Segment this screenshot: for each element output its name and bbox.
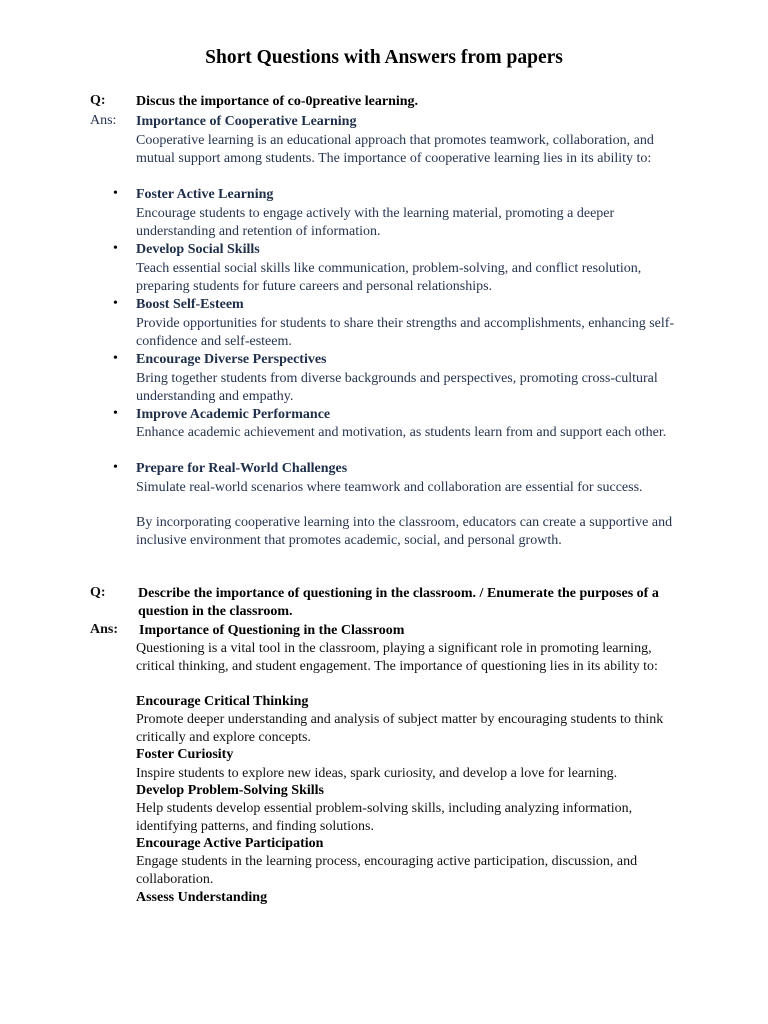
- q1-point-title: Improve Academic Performance: [136, 407, 331, 422]
- q1-point-title: Develop Social Skills: [136, 242, 260, 257]
- q1-label: Q:: [90, 93, 106, 108]
- q2-point-text: Promote deeper understanding and analysis of subject matter by encouraging students to think critically and explore concepts.: [136, 712, 664, 745]
- q2-question: Describe the importance of questioning in the classroom. / Enumerate the purposes of a question in the classroom.: [138, 586, 659, 619]
- q2-point-title: Assess Understanding: [136, 890, 268, 905]
- q1-question: Discus the importance of co-0preative learning.: [136, 94, 419, 109]
- q2-point-text: Help students develop essential problem-solving skills, including analyzing information, identifying patterns, and finding solutions.: [136, 801, 633, 834]
- bullet-icon: •: [113, 351, 118, 366]
- q1-point-title: Foster Active Learning: [136, 187, 274, 202]
- q1-heading: Importance of Cooperative Learning: [136, 114, 357, 129]
- q2-label: Q:: [90, 585, 106, 600]
- q1-point-text: Encourage students to engage actively with the learning material, promoting a deeper understanding and retention of information.: [136, 206, 615, 239]
- q1-point-text: Simulate real-world scenarios where teamwork and collaboration are essential for success.: [136, 480, 643, 495]
- q2-intro: Questioning is a vital tool in the classroom, playing a significant role in promoting learning, critical thinking, and student engagement. The importance of questioning lies in its ability to:: [136, 641, 658, 674]
- q1-point-text: Bring together students from diverse backgrounds and perspectives, promoting cross-cultural understanding and empathy.: [136, 371, 658, 404]
- q1-intro: Cooperative learning is an educational approach that promotes teamwork, collaboration, and mutual support among students. The importance of cooperative learning lies in its ability to:: [136, 133, 654, 166]
- bullet-icon: •: [113, 241, 118, 256]
- page-title: Short Questions with Answers from papers: [205, 47, 563, 68]
- bullet-icon: •: [113, 460, 118, 475]
- bullet-icon: •: [113, 296, 118, 311]
- q1-point-text: Enhance academic achievement and motivation, as students learn from and support each other.: [136, 425, 667, 440]
- q1-conclusion: By incorporating cooperative learning into the classroom, educators can create a supportive and inclusive environment that promotes academic, social, and personal growth.: [136, 515, 673, 548]
- q2-heading: Importance of Questioning in the Classroom: [139, 623, 405, 638]
- q1-point-title: Prepare for Real-World Challenges: [136, 461, 348, 476]
- bullet-icon: •: [113, 186, 118, 201]
- q1-point-title: Encourage Diverse Perspectives: [136, 352, 327, 367]
- q2-point-text: Inspire students to explore new ideas, spark curiosity, and develop a love for learning.: [136, 766, 618, 781]
- bullet-icon: •: [113, 406, 118, 421]
- q1-ans-label: Ans:: [90, 113, 117, 128]
- q1-point-text: Teach essential social skills like communication, problem-solving, and conflict resolution, preparing students for future careers and personal relationships.: [136, 261, 642, 294]
- q1-point-text: Provide opportunities for students to share their strengths and accomplishments, enhancing self-confidence and self-esteem.: [136, 316, 675, 349]
- q2-point-title: Encourage Active Participation: [136, 836, 324, 851]
- q2-point-title: Develop Problem-Solving Skills: [136, 783, 324, 798]
- q2-point-text: Engage students in the learning process, encouraging active participation, discussion, and collaboration.: [136, 854, 638, 887]
- q1-point-title: Boost Self-Esteem: [136, 297, 244, 312]
- q2-point-title: Foster Curiosity: [136, 747, 234, 762]
- q2-ans-label: Ans:: [90, 622, 119, 637]
- q2-point-title: Encourage Critical Thinking: [136, 694, 309, 709]
